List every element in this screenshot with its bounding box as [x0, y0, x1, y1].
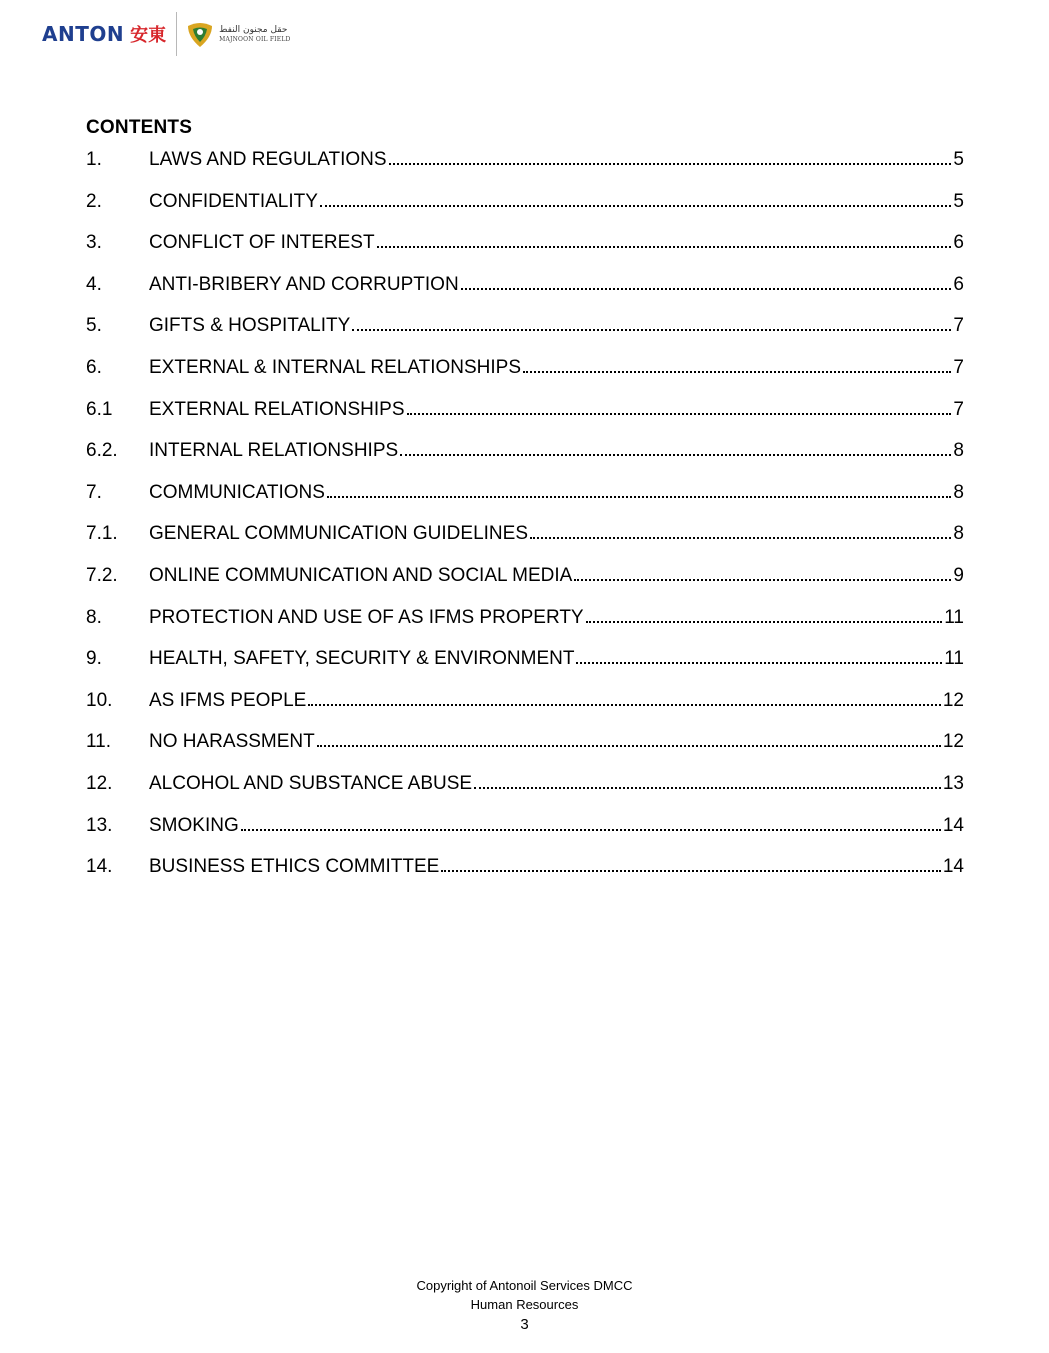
toc-entry-page: 7 [953, 356, 964, 378]
majnoon-logo-text [219, 26, 290, 43]
toc-dot-leader [308, 704, 941, 706]
toc-entry-label: INTERNAL RELATIONSHIPS [149, 440, 399, 462]
toc-entry-label: COMMUNICATIONS [149, 481, 325, 503]
toc-entry-number: 13. [86, 814, 113, 836]
toc-entry-label: CONFIDENTIALITY [149, 190, 318, 212]
toc-dot-leader [441, 870, 941, 872]
toc-entry-page: 12 [942, 731, 964, 753]
majnoon-logo-english: MAJNOON OIL FIELD [219, 35, 291, 43]
footer-department: Human Resources [470, 1297, 579, 1312]
toc-entry-number: 3. [86, 232, 102, 254]
toc-entry[interactable] [86, 315, 964, 357]
toc-entry-number: 14. [86, 856, 113, 878]
majnoon-logo-arabic: حقل مجنون النفط [219, 24, 288, 35]
toc-dot-leader [400, 454, 951, 456]
toc-entry-page: 12 [942, 689, 964, 711]
toc-dot-leader [461, 288, 952, 290]
toc-entry-page: 7 [953, 315, 964, 337]
toc-entry-label: LAWS AND REGULATIONS [149, 149, 387, 170]
toc-entry-page: 6 [953, 273, 964, 295]
toc-entry-page: 7 [953, 398, 964, 420]
toc-entry-number: 4. [86, 273, 102, 295]
toc-dot-leader [523, 371, 951, 373]
toc-entry[interactable] [86, 482, 964, 524]
page-footer [0, 1276, 1049, 1334]
toc-entry[interactable] [86, 274, 964, 316]
toc-entry-number: 1. [86, 149, 102, 170]
toc-entry-page: 8 [953, 481, 964, 503]
toc-entry[interactable] [86, 731, 964, 773]
toc-entry[interactable] [86, 648, 964, 690]
toc-dot-leader [327, 496, 952, 498]
toc-entry-number: 7.1. [86, 523, 118, 545]
page-header [42, 8, 291, 60]
toc-entry[interactable] [86, 523, 964, 565]
toc-entry[interactable] [86, 565, 964, 607]
toc-entry-number: 7.2. [86, 564, 118, 586]
toc-title: CONTENTS [86, 117, 193, 138]
toc-entry-number: 6.1 [86, 398, 113, 420]
toc-dot-leader [389, 163, 952, 165]
toc-entry-label: NO HARASSMENT [149, 731, 315, 753]
toc-entry-number: 9. [86, 648, 102, 670]
majnoon-logo-icon [185, 19, 215, 49]
toc-entry-label: CONFLICT OF INTEREST [149, 232, 375, 254]
toc-entry-page: 5 [953, 190, 964, 212]
toc-entry-label: ONLINE COMMUNICATION AND SOCIAL MEDIA [149, 564, 573, 586]
toc-entry-page: 8 [953, 440, 964, 462]
toc-entry[interactable] [86, 440, 964, 482]
toc-entry-page: 14 [942, 814, 964, 836]
toc-entry-label: BUSINESS ETHICS COMMITTEE [149, 856, 440, 878]
toc-dot-leader [530, 537, 951, 539]
toc-entry-page: 6 [953, 232, 964, 254]
toc-entry-number: 11. [86, 731, 112, 753]
toc-entry-label: AS IFMS PEOPLE [149, 689, 307, 711]
toc-dot-leader [586, 621, 943, 623]
toc-entry-label: SMOKING [149, 814, 239, 836]
toc-entry[interactable] [86, 399, 964, 441]
toc-dot-leader [352, 329, 951, 331]
toc-entry-label: ALCOHOL AND SUBSTANCE ABUSE [149, 772, 473, 794]
anton-logo-text: ANTON [42, 22, 125, 46]
footer-copyright: Copyright of Antonoil Services DMCC [416, 1278, 633, 1293]
toc-entry-number: 7. [86, 481, 102, 503]
toc-dot-leader [377, 246, 952, 248]
toc-entry-page: 13 [942, 772, 964, 794]
toc-entry-label: EXTERNAL & INTERNAL RELATIONSHIPS [149, 356, 521, 378]
anton-logo-chinese: 安東 [130, 25, 167, 46]
toc-entry-label: HEALTH, SAFETY, SECURITY & ENVIRONMENT [149, 648, 575, 670]
footer-page-number: 3 [520, 1316, 529, 1333]
toc-entry-number: 6.2. [86, 440, 118, 462]
toc-entry[interactable] [86, 232, 964, 274]
toc-entry-number: 12. [86, 772, 113, 794]
toc-entry-number: 6. [86, 356, 102, 378]
header-divider [176, 12, 177, 56]
toc-dot-leader [574, 579, 951, 581]
toc-entry-number: 5. [86, 315, 102, 337]
toc-entry[interactable] [86, 815, 964, 857]
toc-entry-number: 8. [86, 606, 102, 628]
toc-entry[interactable] [86, 856, 964, 898]
toc-entry-label: EXTERNAL RELATIONSHIPS [149, 398, 405, 420]
toc-entry[interactable] [86, 191, 964, 233]
toc-entry[interactable] [86, 149, 964, 191]
toc-entry-page: 14 [942, 856, 964, 878]
toc-entry[interactable] [86, 607, 964, 649]
toc-dot-leader [317, 745, 941, 747]
toc-dot-leader [241, 829, 941, 831]
toc-entry-page: 9 [953, 564, 964, 586]
toc-dot-leader [576, 662, 942, 664]
toc-entry-page: 11 [944, 648, 964, 670]
toc-dot-leader [320, 205, 952, 207]
toc-entry-number: 2. [86, 190, 102, 212]
toc-entry[interactable] [86, 773, 964, 815]
toc-entry-page: 11 [944, 606, 964, 628]
table-of-contents [86, 149, 964, 898]
toc-dot-leader [474, 787, 941, 789]
toc-entry[interactable] [86, 690, 964, 732]
toc-entry-label: GIFTS & HOSPITALITY [149, 315, 351, 337]
toc-entry-page: 8 [953, 523, 964, 545]
toc-entry-page: 5 [953, 149, 964, 170]
toc-entry-number: 10. [86, 689, 113, 711]
toc-entry-label: ANTI-BRIBERY AND CORRUPTION [149, 273, 459, 295]
toc-entry-label: PROTECTION AND USE OF AS IFMS PROPERTY [149, 606, 584, 628]
toc-entry-label: GENERAL COMMUNICATION GUIDELINES [149, 523, 528, 545]
toc-dot-leader [407, 413, 952, 415]
toc-entry[interactable] [86, 357, 964, 399]
